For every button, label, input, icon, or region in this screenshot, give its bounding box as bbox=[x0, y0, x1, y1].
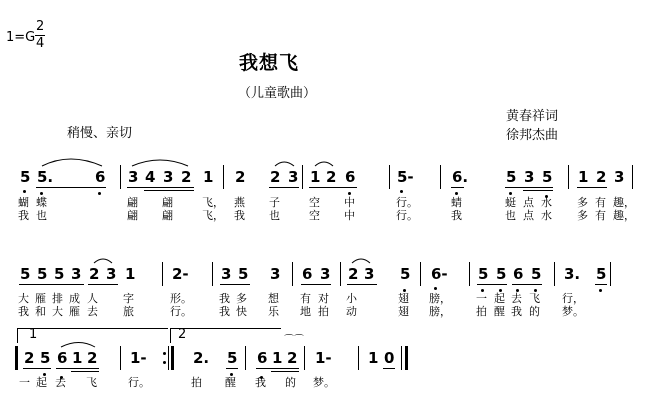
lyric: 乐 bbox=[268, 305, 279, 318]
note: 6 bbox=[345, 168, 356, 186]
lyric: 我 bbox=[219, 305, 230, 318]
note: 3 bbox=[364, 265, 375, 283]
note: 4 bbox=[145, 168, 156, 186]
note: 3 bbox=[163, 168, 174, 186]
slur bbox=[132, 160, 188, 166]
lyric: 醒 bbox=[225, 376, 236, 389]
lyric: 有 bbox=[595, 209, 606, 222]
note: 3 bbox=[614, 168, 625, 186]
second-ending-number: 2 bbox=[178, 327, 187, 342]
note: 2 bbox=[270, 168, 281, 186]
lyric: 拍 bbox=[476, 305, 487, 318]
time-signature-top: 2 bbox=[36, 19, 45, 34]
lyric: 水 bbox=[541, 196, 552, 209]
note: 5 bbox=[227, 349, 238, 367]
lyric: 旅 bbox=[123, 305, 134, 318]
tempo-marking: 稍慢、亲切 bbox=[67, 126, 133, 141]
note: 2 bbox=[326, 168, 337, 186]
note: 0 bbox=[384, 349, 395, 367]
lyric: 飞 bbox=[529, 292, 540, 305]
note: 6 bbox=[513, 265, 524, 283]
note: 2 bbox=[235, 168, 246, 186]
note: 1 bbox=[578, 168, 589, 186]
lyric: 翅 bbox=[398, 292, 409, 305]
time-signature-bottom: 4 bbox=[36, 36, 45, 51]
lyric: 去 bbox=[87, 305, 98, 318]
lyricist-credit: 黄春祥词 bbox=[506, 109, 559, 124]
note: 1 bbox=[310, 168, 321, 186]
slur bbox=[61, 343, 95, 348]
note: 6 bbox=[257, 349, 268, 367]
lyric: 膀， bbox=[429, 292, 451, 305]
note: 3. bbox=[564, 265, 581, 283]
composer-credit: 徐邦杰曲 bbox=[506, 128, 559, 143]
lyric: 行。 bbox=[396, 196, 418, 209]
lyric: 拍 bbox=[318, 305, 329, 318]
note: 5 bbox=[596, 265, 607, 283]
lyric: 一 bbox=[19, 376, 30, 389]
lyric: 有 bbox=[595, 196, 606, 209]
lyric: 起 bbox=[494, 292, 505, 305]
lyric: 行。 bbox=[396, 209, 418, 222]
slur bbox=[352, 259, 370, 263]
note: 3 bbox=[270, 265, 281, 283]
lyric: 蜻 bbox=[451, 196, 462, 209]
song-subtitle: （儿童歌曲） bbox=[238, 86, 317, 101]
slur bbox=[275, 162, 294, 166]
lyric: 雁 bbox=[69, 305, 80, 318]
lyric: 行。 bbox=[170, 305, 192, 318]
lyric: 也 bbox=[505, 209, 516, 222]
lyric: 排 bbox=[52, 292, 63, 305]
lyric: 拍 bbox=[191, 376, 202, 389]
lyric: 多 bbox=[236, 292, 247, 305]
lyric: 大 bbox=[52, 305, 63, 318]
lyric: 蜓 bbox=[505, 196, 516, 209]
lyric: 大 bbox=[18, 292, 29, 305]
note: 1 bbox=[72, 349, 83, 367]
note: 1 bbox=[203, 168, 214, 186]
note: 2 bbox=[87, 349, 98, 367]
lyric: 蝶 bbox=[36, 196, 47, 209]
note: 5 bbox=[496, 265, 507, 283]
note: 6- bbox=[431, 265, 448, 283]
turn-ornament-icon: ⌒⌒ bbox=[284, 335, 304, 346]
lyric: 有 bbox=[300, 292, 311, 305]
lyric: 对 bbox=[318, 292, 329, 305]
note: 3 bbox=[524, 168, 535, 186]
note: 2 bbox=[181, 168, 192, 186]
lyric: 一 bbox=[476, 292, 487, 305]
slur bbox=[94, 259, 112, 263]
note: 3 bbox=[221, 265, 232, 283]
lyric: 人 bbox=[87, 292, 98, 305]
note: 3 bbox=[320, 265, 331, 283]
note: 3 bbox=[106, 265, 117, 283]
lyric: 翩 bbox=[127, 209, 138, 222]
lyric: 动 bbox=[346, 305, 357, 318]
lyric: 雁 bbox=[35, 292, 46, 305]
key-signature: 1=G bbox=[6, 30, 36, 45]
lyric: 起 bbox=[36, 376, 47, 389]
note: 3 bbox=[71, 265, 82, 283]
lyric: 形。 bbox=[170, 292, 192, 305]
lyric: 水 bbox=[541, 209, 552, 222]
lyric: 我 bbox=[451, 209, 462, 222]
note: 2 bbox=[24, 349, 35, 367]
note: 5 bbox=[238, 265, 249, 283]
note: 6. bbox=[452, 168, 469, 186]
note: 2 bbox=[287, 349, 298, 367]
note: 5 bbox=[20, 265, 31, 283]
lyric: 行。 bbox=[128, 376, 150, 389]
note: 2. bbox=[193, 349, 210, 367]
note: 6 bbox=[95, 168, 106, 186]
lyric: 字 bbox=[123, 292, 134, 305]
note: 3 bbox=[128, 168, 139, 186]
lyric: 翩 bbox=[162, 196, 173, 209]
note: 5 bbox=[506, 168, 517, 186]
lyric: 去 bbox=[55, 376, 66, 389]
lyric: 行， bbox=[562, 292, 584, 305]
lyric: 趣， bbox=[613, 209, 635, 222]
lyric: 飞， bbox=[202, 209, 224, 222]
lyric: 我 bbox=[234, 209, 245, 222]
lyric: 我 bbox=[18, 209, 29, 222]
song-title: 我想飞 bbox=[239, 52, 300, 74]
lyric: 梦。 bbox=[562, 305, 584, 318]
lyric: 空 bbox=[309, 209, 320, 222]
lyric: 燕 bbox=[234, 196, 245, 209]
note: 2 bbox=[596, 168, 607, 186]
lyric: 和 bbox=[35, 305, 46, 318]
lyric: 飞 bbox=[86, 376, 97, 389]
first-ending-number: 1 bbox=[29, 327, 38, 342]
note: 5 bbox=[54, 265, 65, 283]
note: 5 bbox=[400, 265, 411, 283]
note: 1 bbox=[125, 265, 136, 283]
lyric: 醒 bbox=[494, 305, 505, 318]
lyric: 快 bbox=[236, 305, 247, 318]
note: 2- bbox=[172, 265, 189, 283]
note: 5. bbox=[37, 168, 54, 186]
lyric: 我 bbox=[255, 376, 266, 389]
note: 3 bbox=[288, 168, 299, 186]
note: 2 bbox=[348, 265, 359, 283]
lyric: 趣， bbox=[613, 196, 635, 209]
slur bbox=[315, 162, 333, 166]
note: 5 bbox=[531, 265, 542, 283]
note: 5 bbox=[478, 265, 489, 283]
note: 1- bbox=[315, 349, 332, 367]
lyric: 多 bbox=[577, 209, 588, 222]
note: 5 bbox=[37, 265, 48, 283]
note: 1 bbox=[368, 349, 379, 367]
lyric: 小 bbox=[346, 292, 357, 305]
lyric: 点 bbox=[523, 209, 534, 222]
lyric: 中 bbox=[344, 209, 355, 222]
lyric: 飞， bbox=[202, 196, 224, 209]
lyric: 膀， bbox=[429, 305, 451, 318]
note: 6 bbox=[302, 265, 313, 283]
lyric: 去 bbox=[511, 292, 522, 305]
lyric: 我 bbox=[511, 305, 522, 318]
note: 2 bbox=[89, 265, 100, 283]
lyric: 空 bbox=[309, 196, 320, 209]
note: 6 bbox=[57, 349, 68, 367]
lyric: 成 bbox=[69, 292, 80, 305]
note: 5 bbox=[20, 168, 31, 186]
lyric: 翩 bbox=[162, 209, 173, 222]
lyric: 梦。 bbox=[313, 376, 335, 389]
note: 1- bbox=[130, 349, 147, 367]
note: 5- bbox=[397, 168, 414, 186]
slur bbox=[42, 159, 102, 166]
note: 1 bbox=[272, 349, 283, 367]
lyric: 子 bbox=[269, 196, 280, 209]
lyric: 也 bbox=[36, 209, 47, 222]
lyric: 的 bbox=[529, 305, 540, 318]
lyric: 翅 bbox=[398, 305, 409, 318]
lyric: 中 bbox=[344, 196, 355, 209]
lyric: 我 bbox=[219, 292, 230, 305]
lyric: 想 bbox=[268, 292, 279, 305]
note: 5 bbox=[542, 168, 553, 186]
lyric: 蝴 bbox=[18, 196, 29, 209]
lyric: 翩 bbox=[127, 196, 138, 209]
lyric: 点 bbox=[523, 196, 534, 209]
lyric: 的 bbox=[285, 376, 296, 389]
lyric: 我 bbox=[18, 305, 29, 318]
lyric: 也 bbox=[269, 209, 280, 222]
lyric: 多 bbox=[577, 196, 588, 209]
lyric: 地 bbox=[300, 305, 311, 318]
note: 5 bbox=[40, 349, 51, 367]
